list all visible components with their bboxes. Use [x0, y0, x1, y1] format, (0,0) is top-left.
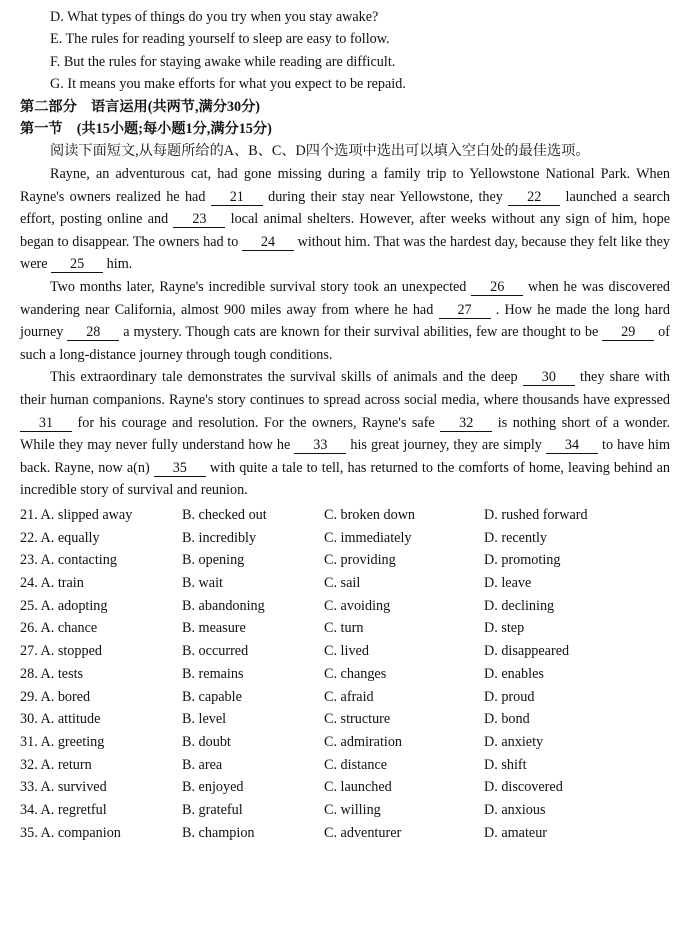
choice-a: 21. A. slipped away: [20, 506, 133, 523]
blank-23: 23: [173, 211, 225, 228]
blank-28: 28: [67, 324, 119, 341]
choice-d: D. enables: [484, 665, 544, 682]
blank-24: 24: [242, 234, 294, 251]
passage-text: when he was discovered wandering near California, almost 900 miles away from where he had: [20, 279, 670, 318]
passage-text: to have him back. Rayne, now a(n): [20, 437, 671, 476]
choice-a: 33. A. survived: [20, 779, 107, 796]
choice-d: D. step: [484, 620, 525, 637]
choice-c: C. changes: [324, 665, 387, 682]
choice-b: B. enjoyed: [182, 779, 244, 796]
passage-text: without him. That was the hardest day, because they felt like they were: [20, 233, 670, 273]
passage-text: launched a search effort, posting online and: [20, 188, 670, 228]
answer-choices: [20, 504, 670, 845]
choice-b: B. checked out: [182, 506, 267, 523]
choice-a: 29. A. bored: [20, 688, 91, 705]
passage-text: a mystery. Though cats are known for their survival abilities, few are thought to be: [119, 324, 603, 341]
choice-c: C. afraid: [324, 688, 374, 705]
blank-31: 31: [20, 415, 72, 432]
option-g: G. It means you make efforts for what you expect to be repaid.: [50, 76, 406, 93]
choice-d: D. rushed forward: [484, 506, 588, 523]
choice-b: B. capable: [182, 688, 242, 705]
choice-c: C. lived: [324, 643, 369, 660]
choice-row-30: [20, 708, 670, 731]
choice-row-26: [20, 617, 670, 640]
choice-a: 34. A. regretful: [20, 802, 107, 819]
blank-25: 25: [51, 256, 103, 273]
choice-a: 32. A. return: [20, 756, 92, 773]
passage-text: . How he made the long hard journey: [20, 301, 670, 341]
option-d: D. What types of things do you try when you stay awake?: [50, 9, 379, 25]
choice-row-23: [20, 549, 670, 572]
passage-text: of such a long-distance journey through tough conditions.: [20, 324, 670, 363]
blank-32: 32: [440, 415, 492, 432]
choice-d: D. disappeared: [484, 643, 570, 660]
passage-text: with quite a tale to tell, has returned to the comforts of home, leaving behind an incredible story of survival and reunion.: [20, 459, 670, 499]
choice-d: D. discovered: [484, 779, 563, 796]
choice-c: C. willing: [324, 802, 381, 819]
choice-c: C. adventurer: [324, 824, 402, 841]
choice-a: 23. A. contacting: [20, 552, 117, 569]
blank-27: 27: [439, 302, 491, 319]
passage-text: his great journey, they are simply: [346, 437, 546, 454]
blank-21: 21: [211, 189, 263, 206]
choice-a: 35. A. companion: [20, 824, 121, 841]
passage-text: during their stay near Yellowstone, they: [262, 188, 509, 205]
blank-22: 22: [508, 189, 560, 206]
choice-row-28: [20, 663, 670, 686]
choice-c: C. admiration: [324, 733, 403, 750]
choice-d: D. proud: [484, 688, 535, 705]
choice-row-24: [20, 572, 670, 595]
section-title: 第一节 (共15小题;每小题1分,满分15分): [20, 121, 272, 138]
previous-options: [20, 6, 670, 96]
choice-c: C. immediately: [324, 529, 412, 546]
choice-b: B. area: [182, 756, 223, 773]
choice-row-27: [20, 640, 670, 663]
choice-b: B. opening: [182, 552, 245, 569]
blank-26: 26: [471, 279, 523, 296]
choice-d: D. recently: [484, 529, 548, 546]
choice-a: 27. A. stopped: [20, 643, 102, 660]
choice-b: B. doubt: [182, 733, 231, 750]
choice-b: B. level: [182, 711, 227, 728]
choice-a: 31. A. greeting: [20, 733, 105, 750]
choice-d: D. bond: [484, 711, 530, 728]
choice-d: D. anxious: [484, 802, 546, 819]
choice-c: C. sail: [324, 575, 361, 592]
choice-c: C. avoiding: [324, 597, 391, 614]
blank-29: 29: [602, 324, 654, 341]
blank-33: 33: [294, 437, 346, 454]
passage-paragraph-2: [20, 276, 670, 366]
choice-b: B. measure: [182, 620, 246, 637]
passage-text: Two months later, Rayne's incredible survival story took an unexpected: [50, 279, 472, 295]
choice-b: B. wait: [182, 575, 223, 592]
choice-b: B. incredibly: [182, 529, 257, 546]
choice-row-22: [20, 527, 670, 550]
blank-35: 35: [154, 460, 206, 477]
choice-row-32: [20, 754, 670, 777]
choice-d: D. anxiety: [484, 733, 544, 750]
passage-text: This extraordinary tale demonstrates the survival skills of animals and the deep: [50, 369, 523, 386]
choice-c: C. structure: [324, 711, 391, 728]
passage-paragraph-3: [20, 366, 670, 502]
choice-b: B. champion: [182, 824, 255, 841]
choice-a: 22. A. equally: [20, 529, 100, 546]
choice-d: D. promoting: [484, 552, 561, 569]
passage-text: is nothing short of a wonder. While they may never fully understand how he: [20, 414, 671, 454]
choice-a: 26. A. chance: [20, 620, 98, 637]
choice-d: D. leave: [484, 575, 532, 592]
option-f: F. But the rules for staying awake while reading are difficult.: [50, 53, 396, 70]
choice-d: D. amateur: [484, 824, 548, 841]
choice-a: 28. A. tests: [20, 665, 84, 682]
choice-row-31: [20, 731, 670, 754]
choice-c: C. broken down: [324, 506, 416, 523]
choice-row-25: [20, 595, 670, 618]
passage-text: for his courage and resolution. For the owners, Rayne's safe: [72, 414, 441, 431]
choice-c: C. launched: [324, 779, 392, 796]
blank-34: 34: [546, 437, 598, 454]
choice-b: B. occurred: [182, 643, 249, 660]
instructions: 阅读下面短文,从每题所给的A、B、C、D四个选项中选出可以填入空白处的最佳选项。: [50, 143, 590, 160]
choice-row-29: [20, 686, 670, 709]
passage-text: they share with their human companions. Rayne's story continues to spread across social media, where thousands have expressed: [20, 369, 670, 408]
choice-row-21: [20, 504, 670, 527]
choice-a: 30. A. attitude: [20, 711, 101, 728]
choice-row-34: [20, 799, 670, 822]
choice-a: 25. A. adopting: [20, 597, 108, 614]
choice-c: C. distance: [324, 756, 388, 773]
choice-c: C. providing: [324, 552, 396, 569]
option-e: E. The rules for reading yourself to sleep are easy to follow.: [50, 31, 390, 48]
choice-b: B. remains: [182, 665, 244, 682]
choice-d: D. declining: [484, 597, 555, 614]
choice-b: B. abandoning: [182, 597, 265, 614]
choice-row-35: [20, 822, 670, 845]
passage-paragraph-1: [20, 163, 670, 276]
blank-30: 30: [523, 369, 575, 386]
choice-b: B. grateful: [182, 802, 243, 819]
choice-d: D. shift: [484, 756, 527, 773]
passage-text: Rayne, an adventurous cat, had gone missing during a family trip to Yellowstone National Park. When Rayne's owners realized he had: [20, 166, 670, 205]
passage-text: local animal shelters. However, after weeks without any sign of him, hope began to disappear. The owners had to: [20, 211, 671, 250]
choice-row-33: [20, 776, 670, 799]
part-title: 第二部分 语言运用(共两节,满分30分): [20, 98, 260, 115]
passage-text: him.: [103, 256, 133, 273]
choice-c: C. turn: [324, 620, 364, 637]
choice-a: 24. A. train: [20, 575, 84, 592]
